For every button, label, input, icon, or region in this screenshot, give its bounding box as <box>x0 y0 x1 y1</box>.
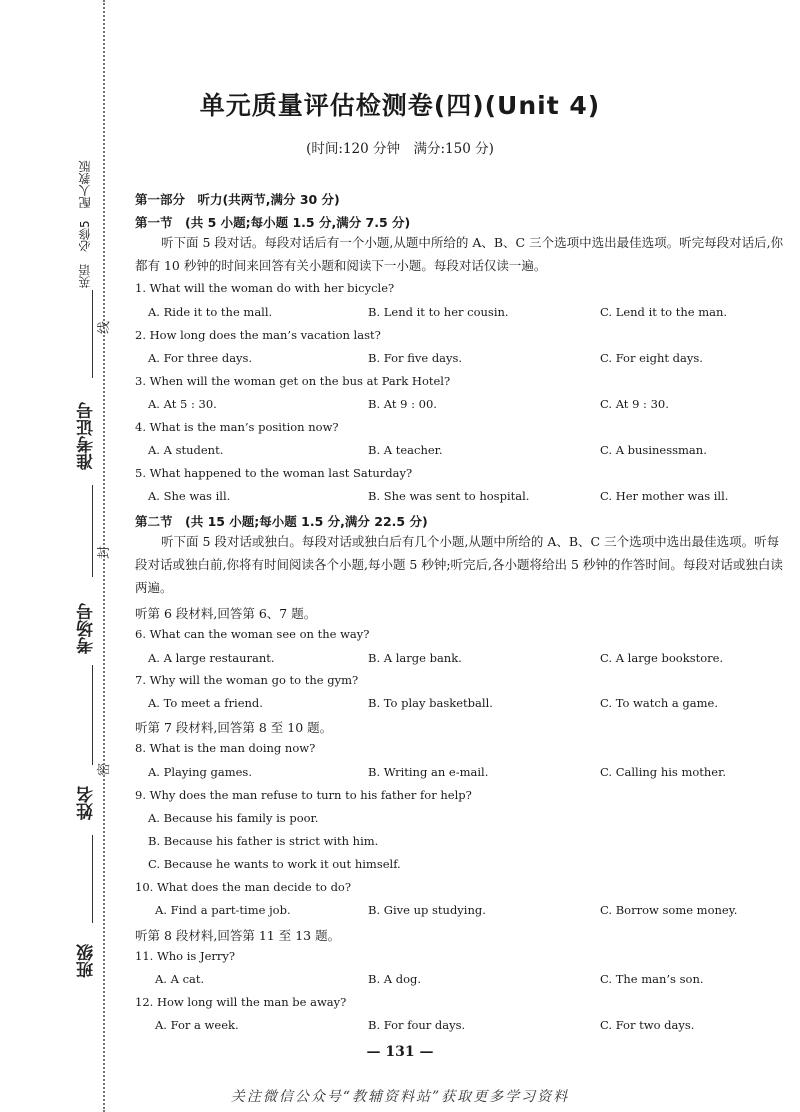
q4-option-a[interactable]: A. A student. <box>148 443 224 457</box>
exam-room-field[interactable] <box>92 485 93 577</box>
q12-option-a[interactable]: A. For a week. <box>155 1018 239 1032</box>
q5-option-b[interactable]: B. She was sent to hospital. <box>368 489 530 503</box>
q1-option-a[interactable]: A. Ride it to the mall. <box>148 305 273 319</box>
q1-option-c[interactable]: C. Lend it to the man. <box>600 305 728 319</box>
q8-option-a[interactable]: A. Playing games. <box>148 765 252 779</box>
name-field[interactable] <box>92 665 93 765</box>
q11-option-b[interactable]: B. A dog. <box>368 972 422 986</box>
q9-option-b[interactable]: B. Because his father is strict with him. <box>148 834 379 848</box>
question-5: 5. What happened to the woman last Saturday? <box>135 466 413 480</box>
q11-option-c[interactable]: C. The man’s son. <box>600 972 704 986</box>
book-label: 英语 必修5 配人教版 <box>78 160 92 288</box>
q8-option-b[interactable]: B. Writing an e-mail. <box>368 765 489 779</box>
q2-option-c[interactable]: C. For eight days. <box>600 351 703 365</box>
q10-option-b[interactable]: B. Give up studying. <box>368 903 486 917</box>
q6-option-a[interactable]: A. A large restaurant. <box>148 651 275 665</box>
q12-option-b[interactable]: B. For four days. <box>368 1018 466 1032</box>
section1-heading: 第一节 (共 5 小题;每小题 1.5 分,满分 7.5 分) <box>135 215 411 230</box>
q4-option-c[interactable]: C. A businessman. <box>600 443 707 457</box>
material-8-note: 听第 8 段材料,回答第 11 至 13 题。 <box>135 928 341 943</box>
q10-option-a[interactable]: A. Find a part-time job. <box>155 903 291 917</box>
q12-option-c[interactable]: C. For two days. <box>600 1018 695 1032</box>
question-8: 8. What is the man doing now? <box>135 741 316 755</box>
question-9: 9. Why does the man refuse to turn to his father for help? <box>135 788 472 802</box>
q10-option-c[interactable]: C. Borrow some money. <box>600 903 738 917</box>
name-label: 姓名 <box>77 786 97 820</box>
section1-instructions: 听下面 5 段对话。每段对话后有一个小题,从题中所给的 A、B、C 三个选项中选出最佳选项。听完每段对话后,你都有 10 秒钟的时间来回答有关小题和阅读下一小题。每段对话仅读一遍。 <box>135 235 784 273</box>
q7-option-a[interactable]: A. To meet a friend. <box>148 696 263 710</box>
seal-mark-line: 线 <box>97 320 113 335</box>
question-10: 10. What does the man decide to do? <box>135 880 352 894</box>
q6-option-c[interactable]: C. A large bookstore. <box>600 651 724 665</box>
seal-mark-seal: 封 <box>97 545 113 560</box>
q9-option-a[interactable]: A. Because his family is poor. <box>148 811 319 825</box>
q5-option-c[interactable]: C. Her mother was ill. <box>600 489 729 503</box>
q3-option-a[interactable]: A. At 5 : 30. <box>148 397 217 411</box>
q9-option-c[interactable]: C. Because he wants to work it out himself. <box>148 857 401 871</box>
question-12: 12. How long will the man be away? <box>135 995 347 1009</box>
class-label: 班级 <box>77 944 97 978</box>
q11-option-a[interactable]: A. A cat. <box>155 972 205 986</box>
class-field[interactable] <box>92 835 93 923</box>
exam-time-score: (时间:120 分钟 满分:150 分) <box>306 141 494 157</box>
question-7: 7. Why will the woman go to the gym? <box>135 673 359 687</box>
material-6-note: 听第 6 段材料,回答第 6、7 题。 <box>135 606 317 621</box>
q8-option-c[interactable]: C. Calling his mother. <box>600 765 727 779</box>
q2-option-a[interactable]: A. For three days. <box>148 351 253 365</box>
q7-option-c[interactable]: C. To watch a game. <box>600 696 718 710</box>
q1-option-b[interactable]: B. Lend it to her cousin. <box>368 305 509 319</box>
q4-option-b[interactable]: B. A teacher. <box>368 443 443 457</box>
q2-option-b[interactable]: B. For five days. <box>368 351 463 365</box>
exam-number-label: 准考证号 <box>77 402 97 470</box>
page-title: 单元质量评估检测卷(四)(Unit 4) <box>199 91 601 120</box>
material-7-note: 听第 7 段材料,回答第 8 至 10 题。 <box>135 720 333 735</box>
seal-mark-secret: 密 <box>97 762 113 777</box>
question-6: 6. What can the woman see on the way? <box>135 627 370 641</box>
question-4: 4. What is the man’s position now? <box>135 420 339 434</box>
section2-instructions: 听下面 5 段对话或独白。每段对话或独白后有几个小题,从题中所给的 A、B、C 三个选项中选出最佳选项。听每段对话或独白前,你将有时间阅读各个小题,每小题 5 秒钟;听完后,各小题将给出 5 秒钟的作答时间。每段对话或独白读两遍。 <box>135 534 783 595</box>
footer-note: 关注微信公众号“教辅资料站”获取更多学习资料 <box>230 1089 570 1105</box>
q6-option-b[interactable]: B. A large bank. <box>368 651 462 665</box>
exam-room-label: 考场号 <box>77 603 97 654</box>
question-11: 11. Who is Jerry? <box>135 949 236 963</box>
q5-option-a[interactable]: A. She was ill. <box>148 489 231 503</box>
question-3: 3. When will the woman get on the bus at Park Hotel? <box>135 374 451 388</box>
section2-heading: 第二节 (共 15 小题;每小题 1.5 分,满分 22.5 分) <box>135 514 428 529</box>
page-number: — 131 — <box>366 1044 434 1060</box>
q3-option-b[interactable]: B. At 9 : 00. <box>368 397 437 411</box>
q3-option-c[interactable]: C. At 9 : 30. <box>600 397 669 411</box>
q7-option-b[interactable]: B. To play basketball. <box>368 696 493 710</box>
question-2: 2. How long does the man’s vacation last? <box>135 328 381 342</box>
question-1: 1. What will the woman do with her bicycle? <box>135 281 395 295</box>
part1-heading: 第一部分 听力(共两节,满分 30 分) <box>135 192 340 207</box>
